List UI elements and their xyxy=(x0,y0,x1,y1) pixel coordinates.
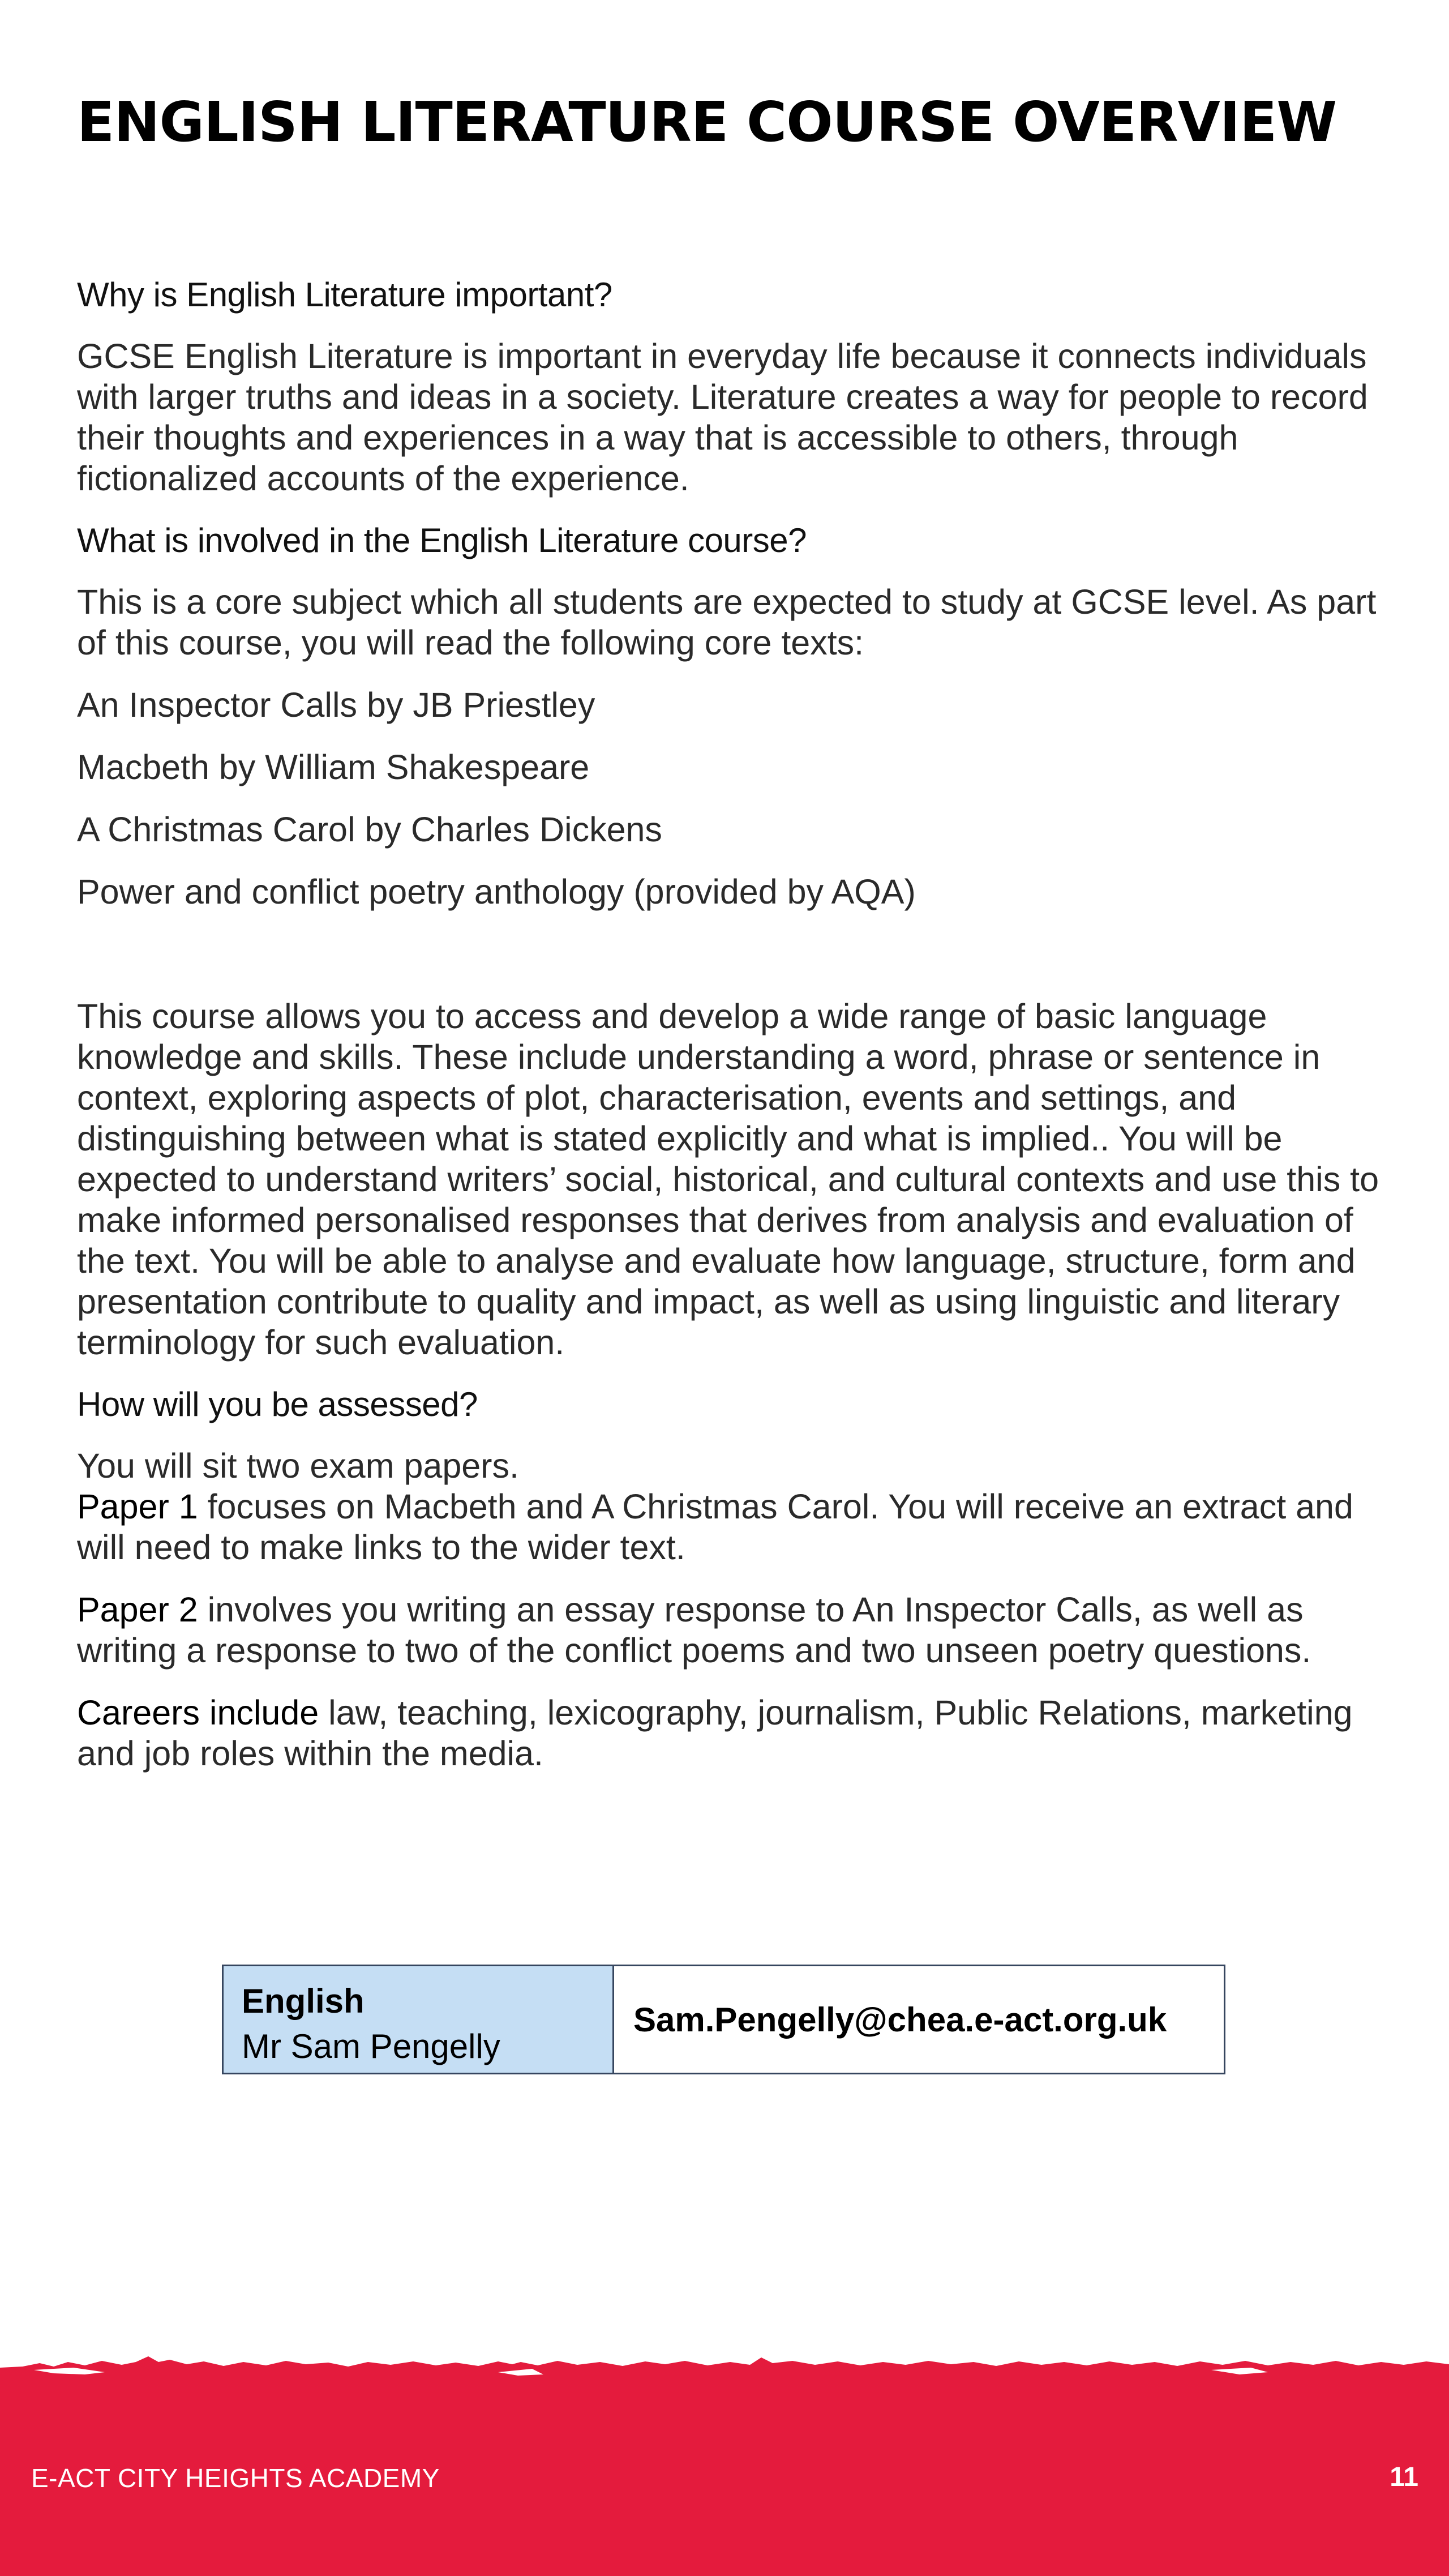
why-heading: Why is English Literature important? xyxy=(77,276,612,314)
careers-paragraph xyxy=(77,1692,1379,1774)
why-paragraph: GCSE English Literature is important in everyday life because it connects individuals with larger truths and ideas in a society. Literature creates a way for people to record their thoughts and experiences in a way that is accessible to others, through fictionalized accounts of the experience. xyxy=(77,337,1368,498)
what-heading: What is involved in the English Literature course? xyxy=(77,521,807,559)
careers-label: Careers include xyxy=(77,1693,319,1732)
careers-text: law, teaching, lexicography, journalism, Public Relations, marketing and job roles within the media. xyxy=(77,1693,1353,1773)
core-text-item: An Inspector Calls by JB Priestley xyxy=(77,686,595,724)
contact-email[interactable]: Sam.Pengelly@chea.e-act.org.uk xyxy=(633,2000,1167,2039)
footer-band xyxy=(0,2350,1449,2576)
page-number: 11 xyxy=(1390,2462,1418,2492)
core-text-item: Macbeth by William Shakespeare xyxy=(77,748,590,786)
core-text-item: A Christmas Carol by Charles Dickens xyxy=(77,810,662,849)
assessed-heading: How will you be assessed? xyxy=(77,1385,478,1423)
paper1-text: focuses on Macbeth and A Christmas Carol. You will receive an extract and will need to make links to the wider text. xyxy=(77,1487,1353,1567)
paper2-text: involves you writing an essay response to An Inspector Calls, as well as writing a response to two of the conflict poems and two unseen poetry questions. xyxy=(77,1590,1311,1670)
assessment-intro: You will sit two exam papers. xyxy=(77,1447,519,1485)
page-title: ENGLISH LITERATURE COURSE OVERVIEW xyxy=(77,90,1337,154)
footer-school-name: E-ACT CITY HEIGHTS ACADEMY xyxy=(31,2463,440,2493)
paper1-label: Paper 1 xyxy=(77,1487,198,1526)
contact-name: Mr Sam Pengelly xyxy=(242,2027,500,2065)
contact-email-cell xyxy=(614,1966,1224,2073)
skills-paragraph: This course allows you to access and develop a wide range of basic language knowledge and skills. These include understanding a word, phrase or sentence in context, exploring aspects of plot, characterisation, events and settings, and distinguishing between what is stated explicitly and what is implied.. You will be expected to understand writers’ social, historical, and cultural contexts and use this to make informed personalised responses that derives from analysis and evaluation of the text. You will be able to analyse and evaluate how language, structure, form and presentation contribute to quality and impact, as well as using linguistic and literary terminology for such evaluation. xyxy=(77,997,1379,1362)
paper2-paragraph xyxy=(77,1589,1379,1671)
paper2-label: Paper 2 xyxy=(77,1590,198,1629)
course-overview-body xyxy=(77,275,1379,1795)
section-spacer xyxy=(77,934,1379,996)
core-text-item: Power and conflict poetry anthology (provided by AQA) xyxy=(77,872,916,911)
contact-name-cell xyxy=(224,1966,614,2073)
contact-department: English xyxy=(242,1982,365,2020)
what-paragraph: This is a core subject which all students are expected to study at GCSE level. As part of this course, you will read the following core texts: xyxy=(77,583,1377,662)
assessment-paragraph xyxy=(77,1445,1379,1568)
contact-table xyxy=(222,1965,1225,2074)
